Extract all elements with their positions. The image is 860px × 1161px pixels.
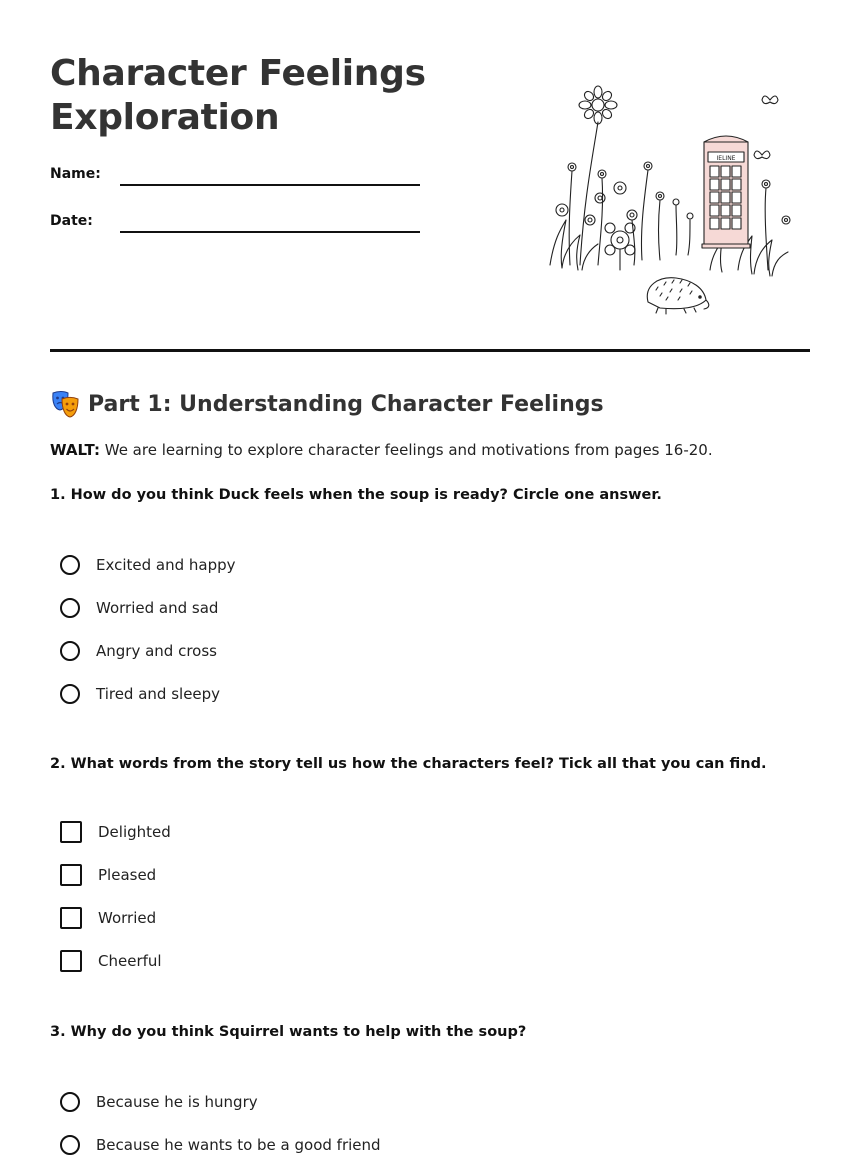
- option-label: Angry and cross: [96, 642, 217, 660]
- option-label: Because he is hungry: [96, 1093, 258, 1111]
- walt-statement: [50, 441, 713, 459]
- option-label: Because he wants to be a good friend: [96, 1136, 381, 1154]
- radio-circle-icon[interactable]: [60, 598, 80, 618]
- checkbox-icon[interactable]: [60, 950, 82, 972]
- radio-circle-icon[interactable]: [60, 641, 80, 661]
- name-field[interactable]: [50, 164, 430, 188]
- option-label: Cheerful: [98, 952, 162, 970]
- q2-option-1[interactable]: [60, 819, 171, 845]
- date-field[interactable]: [50, 211, 430, 235]
- q2-option-3[interactable]: [60, 905, 156, 931]
- question-1: 1. How do you think Duck feels when the soup is ready? Circle one answer.: [50, 487, 662, 503]
- q1-option-1[interactable]: [60, 552, 236, 578]
- option-label: Pleased: [98, 866, 157, 884]
- part1-heading-text: Part 1: Understanding Character Feelings: [88, 391, 604, 417]
- q3-option-2[interactable]: [60, 1132, 381, 1158]
- svg-text:IELINE: IELINE: [716, 155, 736, 162]
- q3-option-1[interactable]: [60, 1089, 258, 1115]
- q1-option-4[interactable]: [60, 681, 220, 707]
- radio-circle-icon[interactable]: [60, 1135, 80, 1155]
- checkbox-icon[interactable]: [60, 907, 82, 929]
- garden-illustration: [540, 80, 800, 320]
- option-label: Tired and sleepy: [96, 685, 221, 703]
- option-label: Worried: [98, 909, 157, 927]
- walt-label: WALT:: [50, 441, 100, 459]
- q2-option-2[interactable]: [60, 862, 156, 888]
- phone-box-icon: [702, 136, 750, 248]
- option-label: Excited and happy: [96, 556, 236, 574]
- performing-arts-mask-icon: [50, 389, 80, 419]
- q1-option-3[interactable]: [60, 638, 217, 664]
- question-2: 2. What words from the story tell us how the characters feel? Tick all that you can find.: [50, 756, 767, 772]
- option-label: Delighted: [98, 823, 171, 841]
- name-write-line[interactable]: [120, 184, 420, 186]
- date-write-line[interactable]: [120, 231, 420, 233]
- checkbox-icon[interactable]: [60, 821, 82, 843]
- q2-option-4[interactable]: [60, 948, 162, 974]
- question-3: 3. Why do you think Squirrel wants to help with the soup?: [50, 1024, 527, 1040]
- hedgehog-icon: [647, 278, 708, 314]
- checkbox-icon[interactable]: [60, 864, 82, 886]
- name-label: Name:: [50, 166, 101, 182]
- butterfly-icon: [754, 96, 778, 159]
- part1-heading: [50, 388, 604, 420]
- q1-option-2[interactable]: [60, 595, 218, 621]
- section-divider: [50, 349, 810, 352]
- grass-leaves-icon: [550, 180, 790, 276]
- option-label: Worried and sad: [96, 599, 219, 617]
- walt-text: We are learning to explore character feelings and motivations from pages 16-20.: [99, 441, 713, 459]
- radio-circle-icon[interactable]: [60, 555, 80, 575]
- radio-circle-icon[interactable]: [60, 684, 80, 704]
- radio-circle-icon[interactable]: [60, 1092, 80, 1112]
- date-label: Date:: [50, 213, 93, 229]
- page-title: Character Feelings Exploration: [50, 53, 426, 138]
